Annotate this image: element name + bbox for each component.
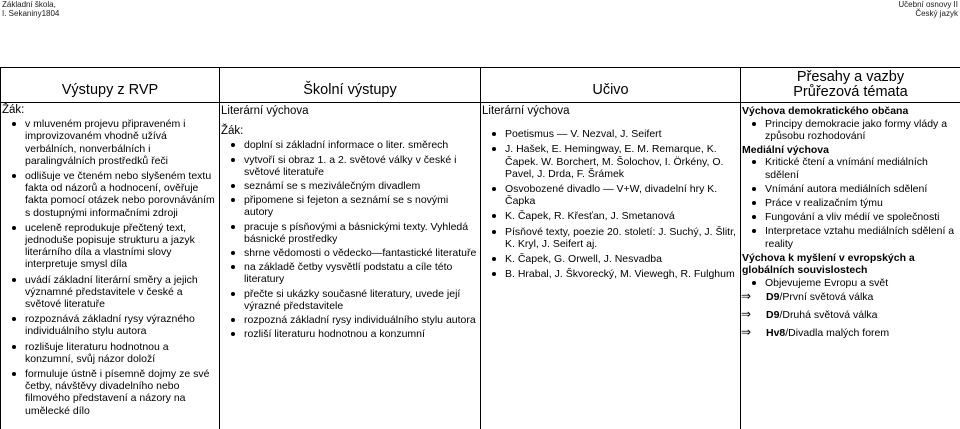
list-item: K. Čapek, G. Orwell, J. Nesvadba bbox=[481, 253, 740, 265]
column-header-crosscutting-line2: Průřezová témata bbox=[793, 84, 908, 100]
europe-list bbox=[741, 277, 960, 289]
subject-topic: /První světová válka bbox=[779, 291, 874, 304]
list-item: na základě četby vysvětlí podstatu a cíle této literatury bbox=[220, 261, 480, 285]
crosscutting-cell bbox=[741, 103, 960, 429]
section-title: Literární výchova bbox=[482, 105, 570, 117]
school-header bbox=[2, 0, 59, 18]
media-list bbox=[741, 156, 960, 249]
list-item: Osvobozené divadlo — V+W, divadelní hry K. Čapka bbox=[481, 183, 740, 207]
subject-topic: /Divadla malých forem bbox=[785, 327, 890, 340]
list-item: K. Čapek, R. Křesťan, J. Smetanová bbox=[481, 210, 740, 222]
school-name: Základní škola, bbox=[2, 0, 56, 9]
list-item: pracuje s písňovými a básnickými texty. Vyhledá básnické prostředky bbox=[220, 221, 480, 245]
section-title: Výchova k myšlení v evropských a globálních souvislostech bbox=[742, 251, 915, 277]
column-header-curriculum: Učivo bbox=[481, 68, 741, 103]
double-arrow-icon: ⇒ bbox=[741, 289, 752, 304]
section-title: Výchova demokratického občana bbox=[742, 105, 909, 117]
school-address: I. Sekaniny1804 bbox=[2, 9, 60, 18]
pupil-label: Žák: bbox=[221, 125, 244, 138]
subject-links bbox=[741, 291, 960, 340]
list-item: Písňové texty, poezie 20. století: J. Suchý, J. Šlitr, K. Kryl, J. Seifert aj. bbox=[481, 226, 740, 250]
list-item: v mluveném projevu připraveném i improvizovaném vhodně užívá verbálních, nonverbálních i paralingválních prostředků řeči bbox=[1, 118, 219, 167]
subject-code: D9 bbox=[766, 291, 780, 304]
double-arrow-icon: ⇒ bbox=[741, 307, 752, 322]
list-item: shrne vědomosti o vědecko—fantastické literatuře bbox=[220, 247, 480, 259]
subject-link bbox=[741, 327, 960, 339]
rvp-cell bbox=[1, 103, 220, 429]
list-item: odlišuje ve čteném nebo slyšeném textu fakta od názorů a hodnocení, ověřuje fakta pomocí otázek nebo porovnáváním s dostupnými informačními zdroji bbox=[1, 170, 219, 219]
list-item: J. Hašek, E. Hemingway, E. M. Remarque, K. Čapek. W. Borchert, M. Šolochov, I. Örkény, O. Pavel, J. Drda, F. Šrámek bbox=[481, 143, 740, 180]
list-item: Fungování a vliv médií ve společnosti bbox=[741, 211, 960, 223]
curriculum-table bbox=[0, 67, 960, 429]
curriculum-list bbox=[481, 128, 740, 280]
column-header-crosscutting bbox=[741, 68, 960, 103]
list-item: přečte si ukázky současné literatury, uvede její výrazné představitele bbox=[220, 288, 480, 312]
subject-link bbox=[741, 309, 960, 321]
list-item: Kritické čtení a vnímání mediálních sdělení bbox=[741, 156, 960, 180]
list-item: B. Hrabal, J. Škvorecký, M. Viewegh, R. Fulghum bbox=[481, 268, 740, 280]
document-title: Učební osnovy II bbox=[898, 0, 958, 9]
subject-link bbox=[741, 291, 960, 303]
list-item: rozliší literaturu hodnotnou a konzumní bbox=[220, 328, 480, 340]
column-header-rvp: Výstupy z RVP bbox=[1, 68, 220, 103]
rvp-list bbox=[1, 118, 219, 417]
list-item: seznámí se s meziválečným divadlem bbox=[220, 180, 480, 192]
list-item: doplní si základní informace o liter. směrech bbox=[220, 139, 480, 151]
column-header-school-outputs: Školní výstupy bbox=[220, 68, 481, 103]
curriculum-cell bbox=[481, 103, 741, 429]
document-subject: Český jazyk bbox=[915, 9, 958, 18]
school-outputs-list bbox=[220, 139, 480, 340]
school-outputs-cell bbox=[220, 103, 481, 429]
column-header-crosscutting-line1: Přesahy a vazby bbox=[796, 69, 905, 85]
list-item: vytvoří si obraz 1. a 2. světové války v české i světové literatuře bbox=[220, 154, 480, 178]
list-item: Principy demokracie jako formy vlády a způsobu rozhodování bbox=[741, 118, 960, 142]
subject-code: D9 bbox=[766, 309, 780, 322]
list-item: Vnímání autora mediálních sdělení bbox=[741, 183, 960, 195]
subject-code: Hv8 bbox=[766, 327, 786, 340]
list-item: formuluje ústně i písemně dojmy ze své četby, návštěvy divadelního nebo filmového představení a názory na umělecké dílo bbox=[1, 368, 219, 417]
list-item: rozlišuje literaturu hodnotnou a konzumní, svůj názor doloží bbox=[1, 341, 219, 365]
list-item: Práce v realizačním týmu bbox=[741, 197, 960, 209]
list-item: rozpoznává základní rysy výrazného individuálního stylu autora bbox=[1, 313, 219, 337]
list-item: Poetismus — V. Nezval, J. Seifert bbox=[481, 128, 740, 140]
document-header bbox=[898, 0, 958, 18]
pupil-label: Žák: bbox=[2, 104, 25, 116]
section-title: Mediální výchova bbox=[742, 143, 829, 156]
list-item: připomene si fejeton a seznámí se s novými autory bbox=[220, 194, 480, 218]
list-item: rozpozná základní rysy individuálního stylu autora bbox=[220, 314, 480, 326]
double-arrow-icon: ⇒ bbox=[741, 325, 752, 340]
list-item: uvádí základní literární směry a jejich významné představitele v české a světové literatuře bbox=[1, 274, 219, 311]
democracy-list bbox=[741, 118, 960, 142]
list-item: Interpretace vztahu mediálních sdělení a reality bbox=[741, 225, 960, 249]
list-item: uceleně reprodukuje přečtený text, jednoduše popisuje strukturu a jazyk literárního díla a vlastními slovy interpretuje smysl díla bbox=[1, 222, 219, 271]
section-title: Literární výchova bbox=[221, 105, 309, 117]
subject-topic: /Druhá světová válka bbox=[779, 309, 878, 322]
list-item: Objevujeme Evropu a svět bbox=[741, 277, 960, 289]
